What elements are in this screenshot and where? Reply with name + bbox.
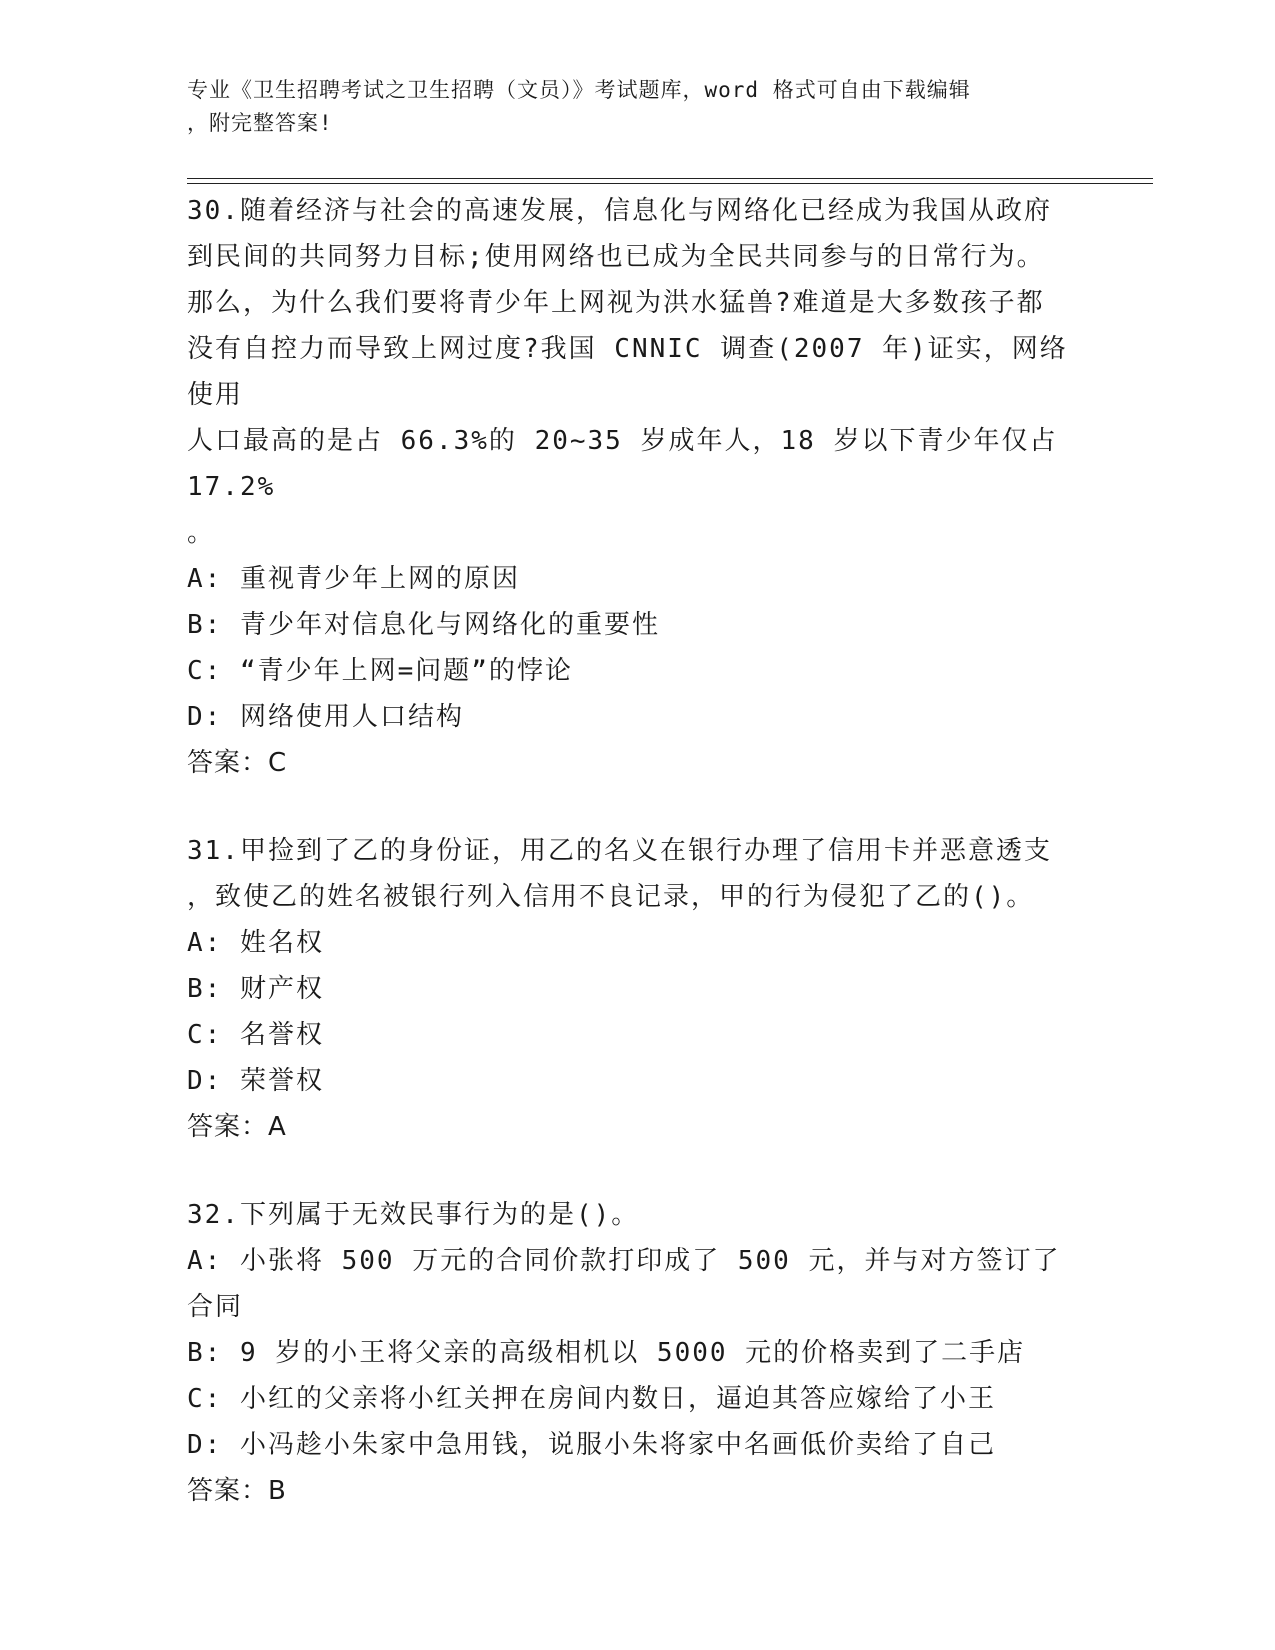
stem-line: 32.下列属于无效民事行为的是()。 (187, 1200, 640, 1230)
document-header (187, 74, 1067, 140)
stem-line: 那么，为什么我们要将青少年上网视为洪水猛兽?难道是大多数孩子都 (187, 288, 1045, 318)
option-b: B: 财产权 (187, 974, 324, 1004)
stem-line: 人口最高的是占 66.3%的 20~35 岁成年人，18 岁以下青少年仅占 17.2% (187, 426, 1058, 502)
option-d: D: 荣誉权 (187, 1066, 324, 1096)
stem-line: 没有自控力而导致上网过度?我国 CNNIC 调查(2007 年)证实，网络使用 (187, 334, 1068, 410)
answer-line (187, 1104, 1087, 1150)
option-c: C: “青少年上网=问题”的悖论 (187, 656, 573, 686)
option-c: C: 名誉权 (187, 1020, 324, 1050)
option-b: B: 9 岁的小王将父亲的高级相机以 5000 元的价格卖到了二手店 (187, 1338, 1026, 1368)
answer-label: 答案： (187, 748, 269, 778)
header-divider-bottom (187, 183, 1153, 184)
question-list (187, 188, 1087, 1514)
question-stem (187, 828, 1087, 920)
option-a: A: 姓名权 (187, 928, 324, 958)
answer-value: A (268, 1112, 287, 1142)
answer-label: 答案： (187, 1476, 269, 1506)
question-30 (187, 188, 1087, 786)
stem-line: 。 (187, 518, 216, 548)
answer-value: B (268, 1476, 287, 1506)
answer-label: 答案： (187, 1112, 269, 1142)
option-d: D: 网络使用人口结构 (187, 702, 464, 732)
header-divider-top (187, 178, 1153, 179)
answer-line (187, 1468, 1087, 1514)
stem-line: 30.随着经济与社会的高速发展，信息化与网络化已经成为我国从政府 (187, 196, 1052, 226)
header-line-2: ，附完整答案! (187, 111, 333, 135)
answer-value: C (268, 748, 288, 778)
header-line-1: 专业《卫生招聘考试之卫生招聘（文员）》考试题库，word 格式可自由下载编辑 (187, 78, 971, 102)
stem-line: 到民间的共同努力目标;使用网络也已成为全民共同参与的日常行为。 (187, 242, 1045, 272)
stem-line: 31.甲捡到了乙的身份证，用乙的名义在银行办理了信用卡并恶意透支 (187, 836, 1052, 866)
question-stem (187, 1192, 1087, 1238)
question-31 (187, 828, 1087, 1150)
option-a: A: 小张将 500 万元的合同价款打印成了 500 元，并与对方签订了合同 (187, 1246, 1061, 1322)
answer-line (187, 740, 1087, 786)
stem-line: ，致使乙的姓名被银行列入信用不良记录，甲的行为侵犯了乙的()。 (187, 882, 1035, 912)
option-d: D: 小冯趁小朱家中急用钱，说服小朱将家中名画低价卖给了自己 (187, 1430, 996, 1460)
option-b: B: 青少年对信息化与网络化的重要性 (187, 610, 660, 640)
question-32 (187, 1192, 1087, 1514)
option-c: C: 小红的父亲将小红关押在房间内数日，逼迫其答应嫁给了小王 (187, 1384, 996, 1414)
option-a: A: 重视青少年上网的原因 (187, 564, 520, 594)
question-stem (187, 188, 1087, 556)
